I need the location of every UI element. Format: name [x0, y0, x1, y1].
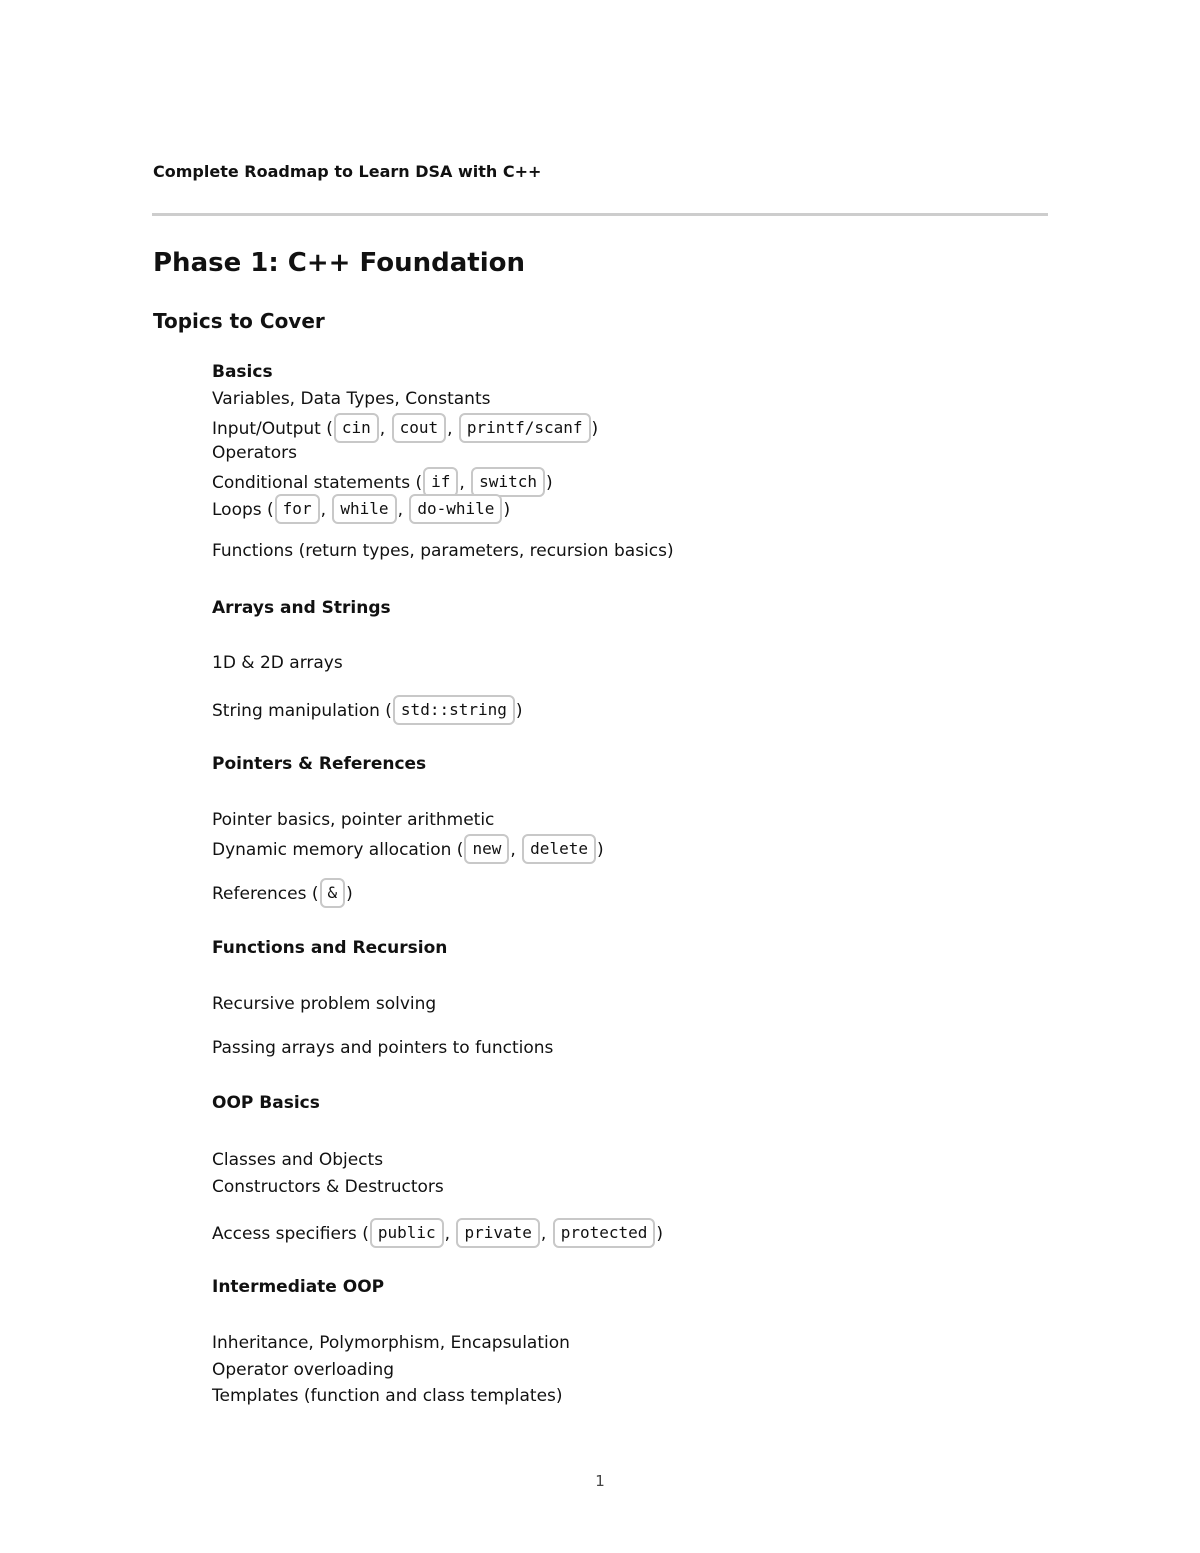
inline-code: private: [456, 1218, 539, 1248]
inline-code: cout: [392, 413, 447, 443]
list-item-suffix: ): [596, 840, 604, 860]
inline-code: public: [370, 1218, 444, 1248]
list-item-prefix: Loops (: [212, 500, 274, 520]
inline-code: protected: [553, 1218, 656, 1248]
list-item-text: Access specifiers ( public , private , protected ): [212, 1219, 663, 1249]
inline-code: if: [423, 467, 458, 497]
inline-code: delete: [522, 834, 596, 864]
section-heading: Topics to Cover: [153, 309, 325, 333]
list-item-prefix: Conditional statements (: [212, 473, 423, 493]
list-item-prefix: String manipulation (: [212, 701, 392, 721]
list-item-text: Constructors & Destructors: [212, 1177, 444, 1197]
list-item-text: Intermediate OOP: [212, 1277, 385, 1297]
list-item-text: OOP Basics: [212, 1093, 320, 1113]
list-item-suffix: ): [545, 473, 553, 493]
list-item-text: Operators: [212, 443, 297, 463]
list-item-prefix: Input/Output (: [212, 419, 333, 439]
inline-code: new: [464, 834, 509, 864]
list-item-text: Operator overloading: [212, 1360, 395, 1380]
list-item-text: [212, 879, 353, 909]
list-item-text: Inheritance, Polymorphism, Encapsulation: [212, 1333, 570, 1353]
list-item-text: Conditional statements ( if , switch ): [212, 468, 553, 498]
list-item-suffix: ): [503, 500, 511, 520]
inline-code: &: [320, 878, 346, 908]
list-item-text: Arrays and Strings: [212, 598, 391, 618]
list-item-prefix: Dynamic memory allocation (: [212, 840, 464, 860]
list-item-text: Passing arrays and pointers to functions: [212, 1038, 554, 1058]
list-item-text: Functions and Recursion: [212, 938, 448, 958]
list-item-text: Input/Output ( cin , cout , printf/scanf ): [212, 414, 598, 444]
inline-code: cin: [334, 413, 379, 443]
list-item-text: Pointer basics, pointer arithmetic: [212, 810, 495, 830]
list-item-text: [212, 696, 523, 726]
list-item-prefix: References (: [212, 884, 319, 904]
list-item-text: Functions (return types, parameters, recursion basics): [212, 541, 674, 561]
list-item-text: Classes and Objects: [212, 1150, 384, 1170]
list-item-text: 1D & 2D arrays: [212, 653, 343, 673]
list-item-text: Templates (function and class templates): [212, 1386, 563, 1406]
list-item-suffix: ): [515, 701, 523, 721]
list-item-text: Recursive problem solving: [212, 994, 437, 1014]
title-divider: [152, 213, 1048, 216]
list-item-text: Dynamic memory allocation ( new , delete ): [212, 835, 604, 865]
inline-code: do-while: [409, 494, 502, 524]
inline-code: printf/scanf: [459, 413, 591, 443]
list-item-prefix: Access specifiers (: [212, 1224, 369, 1244]
list-item-suffix: ): [346, 884, 353, 904]
inline-code: switch: [471, 467, 545, 497]
list-item-text: Variables, Data Types, Constants: [212, 389, 491, 409]
list-item-suffix: ): [656, 1224, 664, 1244]
list-item-suffix: ): [591, 419, 599, 439]
inline-code: for: [275, 494, 320, 524]
list-item-text: Basics: [212, 362, 273, 382]
page-number: 1: [595, 1472, 605, 1490]
inline-code: while: [332, 494, 396, 524]
list-item-text: Loops ( for , while , do-while ): [212, 495, 510, 525]
list-item-text: Pointers & References: [212, 754, 427, 774]
inline-code: std::string: [393, 695, 515, 725]
document-title: Complete Roadmap to Learn DSA with C++: [153, 162, 542, 181]
phase-heading: Phase 1: C++ Foundation: [153, 248, 525, 278]
